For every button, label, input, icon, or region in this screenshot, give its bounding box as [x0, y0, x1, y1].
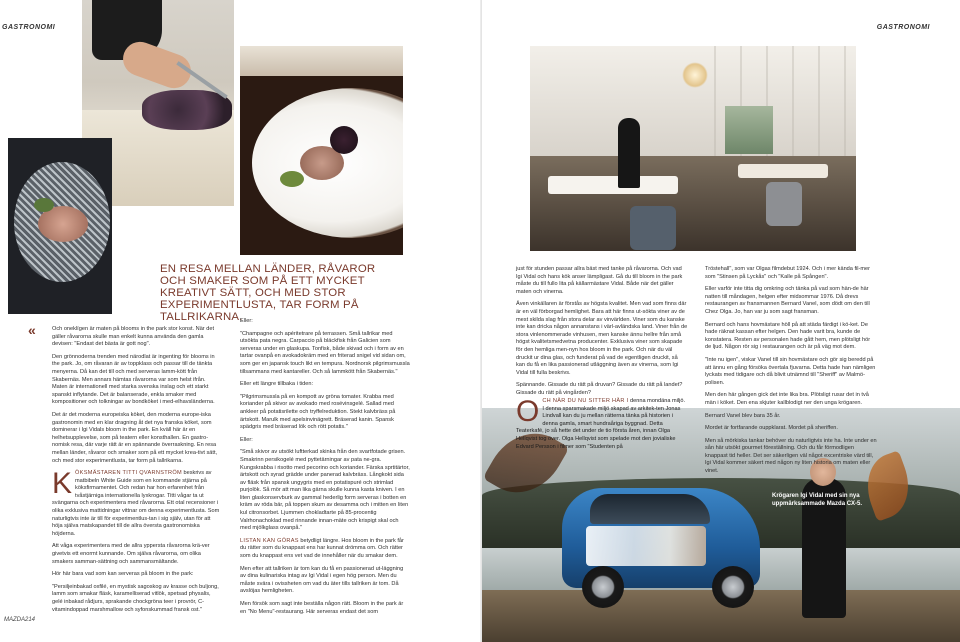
paragraph: Även vinkällaren är förstås av högsta kvalitet. Men vad som finns där är en väl förborgad hemlighet. Bara att här finns ut-sökta viner av de mest skilda slag från stora delar av vinvärlden. Viner som du kanske inte kan dricka någon annanstans i värl-avländska land. Viner från de stora vinlenommerade vinhusen, men kanske ännu hellre från små högst kvalitetsmedvetna producenter. Exklusiva viner som skapade för den hemliga men-nyn hos bloom in the park. Och när du väl druckit ur dina glas, och funderat på vad de egentligen druckit, så kan du få en lika passionerad utläggning även av vinerna, som Igi Vidal till fulla beskrivs. [516, 301, 688, 376]
paragraph: Att våga experimentera med de allra yppersta råvarorna krä-ver givetvis ett enormt kunnande. Om själva råvarorna, om olika smakers samman-sättning och sammansmältande. [52, 543, 210, 565]
lead-caps: ÖKSMÄSTAREN TITTI QVARNSTRÖM [75, 470, 182, 477]
paragraph: Mordet är fortfarande ouppklarat. Mordet på sheriffen. [705, 425, 838, 432]
dropcap-paragraph [52, 467, 222, 538]
paragraph: Eller: [240, 436, 253, 443]
dropcap-letter: K [52, 467, 73, 501]
paragraph: Tröstehall", som var Olgas filmdebut 1924. Och i mer kända fil-mer som "Stinsen på Lyckås" och "Kalle på Spången". [705, 266, 870, 280]
paragraph: Hör här bara vad som kan serveras på bloom in the park: [52, 571, 194, 578]
paragraph: Bernard och hans hovmästare höll på att städa färdigt i kö-ket. De hade räknat kassan efter helgen. Den hade varit bra, kunde de konstatera. Resten av personalen hade gått hem, men plötsligt hör de ljud. Någon rör sig i restaurangen och är på väg mot dem. [705, 321, 871, 351]
lead-text: beskrivs av matbibeln White Guide som en kommande stjärna på köksfirmamentet. Och redan har hon erfarenhet från tvåstjärniga internationella lyxkrogar. Titti vågar ta ut svängarna och experimentera med råvarorna. Ett otal recensioner i olika exklusiva mattidningar vittnar om denna experimentlusta. Som naturligtvis inte är till för experimentlus-tan i sig själv, utan för att höja själva matskapandet till de allra översta gastronomiska höjderna. [52, 470, 220, 537]
paragraph: "Persiljeinbakad oxfilé, en mystisk sagoskog av krasse och buljong, lamm som smakar fläsk, karamelliserad vitlök, spetsad physalis, gelé inbakad rådjurs, sprakande chockgröna teer i provrör, C-vitamindoppad marshmallow och syfonskummad fransk ost." [52, 583, 219, 613]
paragraph: Och oneklígen är maten på blooms in the park stor konst. När det gäller råvarorna skulle man enkelt kunna använda den gamla devisen: "Endast det bästa är gott nog". [52, 326, 214, 348]
subhead: LISTAN KAN GÖRAS [240, 537, 299, 544]
paragraph: Men efter att tallriken är tom kan du få en passionerad ut-läggning av dina kulinariska intag av Igi Vidal i egen hög person. Men du måste svära i ovissheten om vad du äter tills tallriken är tom. Då avslöjas hemligheten. [240, 565, 404, 595]
paragraph: Den grönnoderna trenden med närodlat är ingenting för blooms in the park. Jo, om råvaran är av toppklass och passar till de tänkta menyerna. Då kan det till och med serveras lamm-kött från Skabernäs. Men annars hämtas råvarorna var som helst ifrån. Maten är internationell med starka svenska inslag och ett starkt spanskt inflytande. Det är balanserade, enkla smaker med kompositioner och tolkningar av bondköket i med-elhavsländerna. [52, 353, 215, 406]
quote-mark: « [28, 322, 36, 338]
sieve-dish-photo [8, 138, 112, 314]
section-label-right: GASTRONOMI [876, 24, 930, 31]
lead-caps: CH NÄR DU NU SITTER HÄR I [542, 398, 629, 404]
dropcap-paragraph [516, 395, 688, 451]
paragraph: just för stunden passar allra bäst med tanke på råvarorna. Och vad Igi Vidal och hans kök anser lämpligast. Gå du till bloom in the park måste du till fullo lita på källarmästare Vidal. Både när det gäller maten och vinerna. [516, 266, 683, 295]
text-column-2 [240, 318, 410, 621]
paragraph: Men den här gången gick det inte lika bra. Plötsligt rusar det in två män i köket. Den ena skjuter kallblodigt ner den unga krögaren. [705, 392, 869, 406]
page-folio: MAZDA214 [4, 617, 36, 623]
paragraph: Men försök som sagt inte beställa någon rätt. Bloom in the park är en "No Menu"-restaurang. Här serveras endast det som [240, 601, 404, 615]
paragraph: "Pilgrimsmussla på en kompott av gröna tomater. Krabba med koriander på skivor av avokado med rosévinsgelé. Sallad med ankleer på potatisrilette och tryffelreduktion. Stekt kalvbräss på ärtskott. Marulk med apelsinvinägrett. Bräserad kanin. Spansk spädgris med bräserad lök och rött potatis." [240, 393, 396, 431]
paragraph: "Små skivor av utsökt luftterkad skinka från den svartfotade grisen. Smakrinn persikogelé med pyttetärningar av pata ne-gra. Kungskrabba i risotto med pecorino och koriander. Färska sprtitärtor, ärtskott och syrad grädde under panerad kalvbräss. Långkokt sida av fläsk från spansk ungygris med en potatispuré och strimlad purjolök. Så mör att man lika gärna skulle kunna kasta kniven. I en liten glaskonservburk av gammal hederlig form serveras i botten en kräm av röda bär, på toppen skum av desamma och i mitten en liten kul citronsorbet. Ljummen chokladtarte på 85-procentig Valrhonachoklad med rinnande innan-mäte och krispigt skal och med mjölkglass ovanpå." [240, 449, 410, 532]
text-column-3 [516, 266, 688, 403]
paragraph: Eller varför inte titta dig omkring och tänka på vad som hän-de här natten till måndagen, helgen efter midsommar 1976. Då drevs restaurangen av fransmannen Bernard Vanel, som dödt om den till Chez Olga. Jo, han var ju som sagt fransman. [705, 286, 870, 315]
paragraph: Eller ett längre tillbaka i tiden: [240, 381, 314, 388]
restaurant-interior-photo [530, 46, 856, 251]
paragraph: Bernard Vanel blev bara 35 år. [705, 412, 781, 419]
article-headline: EN RESA MELLAN LÄNDER, RÅVAROR OCH SMAKER SOM PÅ ETT MYCKET KREATIVT SÄTT, OCH MED STOR EXPERIMENTLUSTA, TAR FORM PÅ TALLRIKARNA. [160, 263, 376, 323]
paragraph: Spännande. Gissade du rätt på druvan? Gissade du rätt på landet? Gissade du rätt på vingården? [516, 382, 683, 396]
text-column-4 [705, 266, 877, 481]
paragraph: Men så mörkiska tankar behöver du naturligtvis inte ha. Inte under en sån här utsökt gourmet föreställning. Och du får förmodligen knappast tid heller. Det ser säkerligen väl något excentriske värd till, Igi Vidal kommer säkert med någon ny liten historia om maten eller vinet. [705, 437, 877, 475]
text-column-3-continued [516, 395, 688, 456]
section-label-left: GASTRONOMI [2, 24, 56, 31]
photo-caption: Krögaren Igi Vidal med sin nya uppmärksammade Mazda CX-5. [772, 493, 863, 507]
paragraph: "Champagne och apéritetrare på terrassen. Små tallrikar med utsökta pata negra. Carpaccio på bläckfisk från Galicien som serveras under en glaskupa. Tonfisk, både skivad och i form av en tartar ovanpå en avokadokräm med en friterad snigel vid sidan om, som ger en japansk touch likt en tempura. Nordnorsk pilgrimsmussla tillsammans med kantareller. Och så lammkött från Skabernäs." [240, 330, 410, 375]
text-column-1 [52, 326, 222, 619]
paragraph: Eller: [240, 318, 253, 324]
dropcap-letter: O [516, 395, 540, 428]
subhead-paragraph [240, 538, 410, 561]
paragraph: Det är det moderna europeiska köket, den moderna europe-iska gastronomin med en klar dragning åt det nya franska köket, som dominerar i Igi Vidals bloom in the park. En kväll här är en helhetsupplevelse, som på teatern eller konsthallen. En gastro-nomisk resa, där varje rätt är en spännande överraskning. En resa mellan länder, råvaror och smaker som på ett mycket krea-tivt sätt, och med stor experimentlusta, tar form på tallrikarna. [52, 411, 218, 464]
lead-text: denna mondäna miljö. I denna sparsmakade miljö skapad av arkitek-ten Jonas Lindvall kan du ju mellan rätterna tänka på historien i denna gamla, smart hundraåriga byggnad. Detta Teaterkafé, jo så hette det under de tio första åren, innan Olga Hellqvist tog över. Olga Hellqvist som spelade mot den jovialiske Edvard Persson i filmer som "Studenten på [516, 398, 686, 450]
subhead-text: betydligt längre. Hos bloom in the park får du rätter som du knappast ens har kunnat drömma om. Och rätter som du knappast ens vet vad de innehåller när du smakar dem. [240, 537, 404, 560]
plated-dish-photo [240, 46, 403, 255]
paragraph: "Inte nu igen", viskar Vanel till sin hovmästare och gör sig beredd på att ännu en gång försöka övertala fjuvarna. Detta hade han nämligen lyckats med tidigare och då blivit utnämnd till "Sheriff" av Malmö-polisen. [705, 356, 876, 386]
